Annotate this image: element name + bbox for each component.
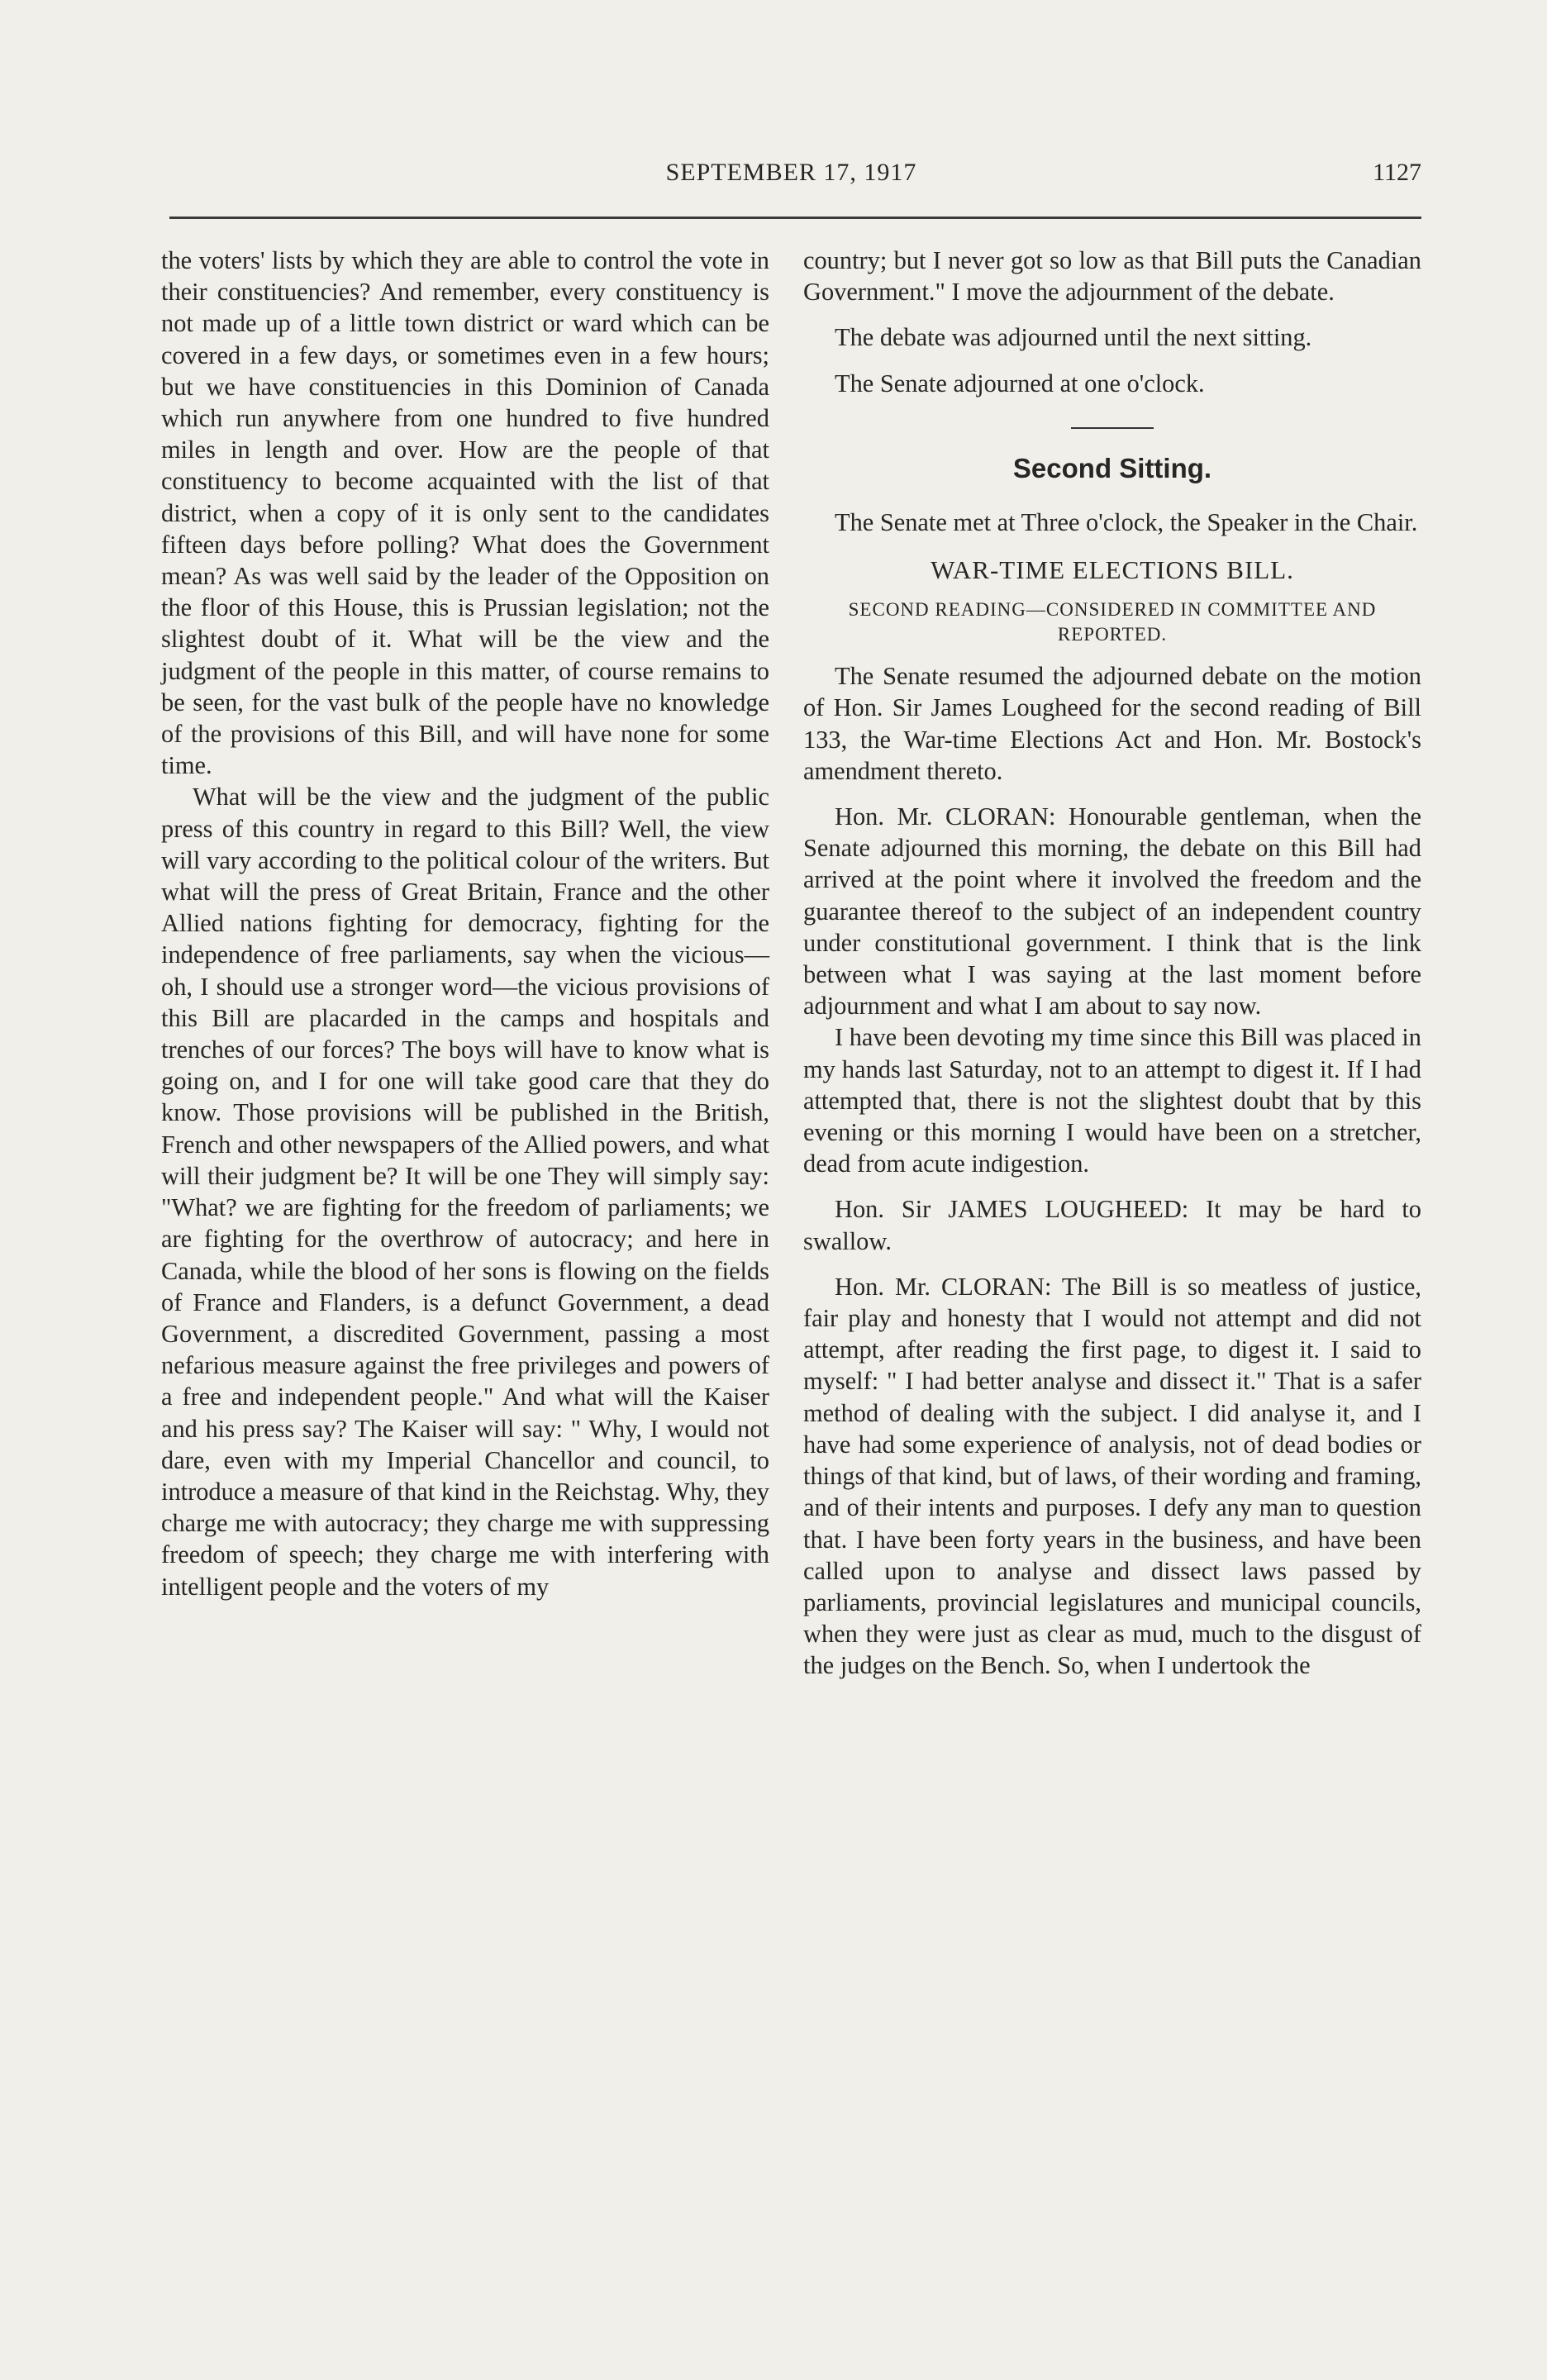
paragraph: The Senate resumed the adjourned debate on the motion of Hon. Sir James Lougheed for the second reading of Bill 133, the War-time Elections Act and Hon. Mr. Bostock's amendment thereto. — [803, 662, 1421, 785]
paragraph: Hon. Sir JAMES LOUGHEED: It may be hard to swallow. — [803, 1195, 1421, 1255]
paragraph: The debate was adjourned until the next sitting. — [835, 323, 1312, 352]
paragraph: Hon. Mr. CLORAN: The Bill is so meatless of justice, fair play and honesty that I would not attempt and did not attempt, after reading the first page, to digest it. I said to myself: " I had better analyse and dissect it." That is a safer method of dealing with the subject. I did analyse it, and I have had some experience of analysis, not of dead bodies or things of that kind, but of laws, of their wording and framing, and of their intents and purposes. I defy any man to question that. I have been forty years in the business, and have been called upon to analyse and dissect laws passed by parliaments, provincial legislatures and municipal councils, when they were just as clear as mud, much to the disgust of the judges on the Bench. So, when I undertook the — [803, 1272, 1421, 1680]
header-date: SEPTEMBER 17, 1917 — [665, 159, 917, 186]
section-divider — [1071, 427, 1154, 429]
page-header — [161, 154, 1421, 195]
page-number: 1127 — [1373, 159, 1421, 186]
left-column — [161, 245, 769, 1602]
right-column — [803, 245, 1421, 1682]
bill-title: WAR-TIME ELECTIONS BILL. — [931, 555, 1294, 585]
paragraph: country; but I never got so low as that Bill puts the Canadian Government." I move the adjournment of the debate. — [803, 246, 1421, 307]
paragraph: The Senate met at Three o'clock, the Speaker in the Chair. — [835, 507, 1418, 536]
paragraph: I have been devoting my time since this Bill was placed in my hands last Saturday, not to an attempt to digest it. If I had attempted that, there is not the slightest doubt that by this evening or this morning I would have been on a stretcher, dead from acute indigestion. — [803, 1023, 1421, 1178]
paragraph: The Senate adjourned at one o'clock. — [835, 369, 1205, 397]
paragraph: Hon. Mr. CLORAN: Honourable gentleman, when the Senate adjourned this morning, the debate on this Bill had arrived at the point where it involved the freedom and the guarantee thereof to the subject of an independent country under constitutional government. I think that is the link between what I was saying at the last moment before adjournment and what I am about to say now. — [803, 802, 1421, 1021]
section-heading: Second Sitting. — [1012, 452, 1212, 483]
paragraph: What will be the view and the judgment of the public press of this country in regard to this Bill? Well, the view will vary according to the political colour of the writers. But what will the press of Great Britain, France and the other Allied nations fighting for democracy, fighting for the independence of free parliaments, say when the vicious—oh, I should use a stronger word—the vicious provisions of this Bill are placarded in the camps and hospitals and trenches of our forces? The boys will have to know what is going on, and I for one will take good care that they do know. Those provisions will be published in the British, French and other newspapers of the Allied powers, and what will their judgment be? It will be one They will simply say: "What? we are fighting for the freedom of parliaments; we are fighting for the overthrow of autocracy; and here in Canada, while the blood of her sons is flowing on the fields of France and Flanders, is a defunct Government, a dead Government, a discredited Government, passing a most nefarious measure against the free privileges and powers of a free and independent people." And what will the Kaiser and his press say? The Kaiser will say: " Why, I would not dare, even with my Imperial Chancellor and council, to introduce a measure of that kind in the Reichstag. Why, they charge me with autocracy; they charge me with suppressing freedom of speech; they charge me with interfering with intelligent people and the voters of my — [161, 783, 769, 1601]
bill-subtitle: SECOND READING—CONSIDERED IN COMMITTEE AND REPORTED. — [848, 599, 1377, 645]
paragraph: the voters' lists by which they are able to control the vote in their constituencies? And remember, every constituency is not made up of a little town district or ward which can be covered in a few days, or sometimes even in a few hours; but we have constituencies in this Dominion of Canada which run anywhere from one hundred to five hundred miles in length and over. How are the people of that constituency to become acquainted with the list of that district, when a copy of it is only sent to the candidates fifteen days before polling? What does the Government mean? As was well said by the leader of the Opposition on the floor of this House, this is Prussian legislation; not the slightest doubt of it. What will be the view and the judgment of the people in this matter, of course remains to be seen, for the vast bulk of the people have no knowledge of the provisions of this Bill, and will have none for some time. — [161, 246, 769, 780]
header-rule — [169, 217, 1421, 219]
